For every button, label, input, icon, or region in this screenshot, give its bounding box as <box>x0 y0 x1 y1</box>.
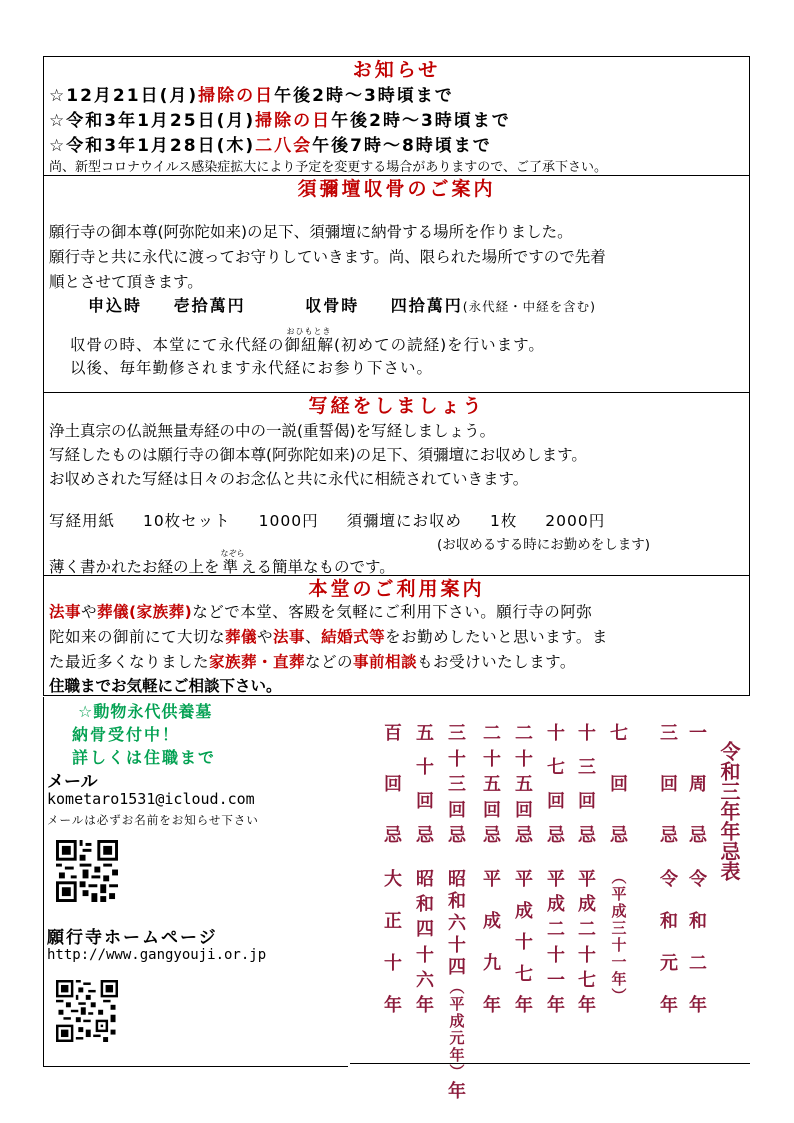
notice-time: 午後7時～8時頃まで <box>312 136 492 156</box>
memorial-year-char: 七 <box>578 969 596 991</box>
memorial-kaiki-char: 回 <box>578 791 596 812</box>
shakyo-para-2: 写経したものは願行寺の御本尊(阿弥陀如来)の足下、須彌壇にお収めします。 <box>49 446 587 464</box>
shumidan-section <box>44 176 749 393</box>
notice-event: 二八会 <box>255 136 313 156</box>
hondo-text: た最近多くなりました <box>49 653 210 671</box>
shumidan-para-2: 願行寺と共に永代に渡ってお守りしていきます。尚、限られた場所ですので先着 <box>49 248 606 266</box>
memorial-year-char: 年 <box>689 995 707 1016</box>
shakyo-para-3: お収めされた写経は日々のお念仏と共に永代に相続されていきます。 <box>49 470 529 488</box>
pet-memorial-status: 納骨受付中！ <box>72 725 181 744</box>
memorial-year-char: 令 <box>689 869 707 890</box>
sougi-text: 葬儀(家族葬) <box>97 603 193 621</box>
shumidan-para-4 <box>70 327 545 355</box>
memorial-year <box>481 869 503 1017</box>
paper-label: 写経用紙 <box>49 512 116 530</box>
mail-address[interactable]: kometaro1531@icloud.com <box>47 790 255 808</box>
memorial-year-char: 十 <box>578 944 596 966</box>
hondo-text: や <box>257 628 274 646</box>
memorial-year-char: 平 <box>547 869 565 890</box>
hondo-text: などで本堂、客殿を気軽にご利用下さい。願行寺の阿弥 <box>192 603 593 621</box>
memorial-year-char: 和 <box>660 911 678 932</box>
memorial-kaiki <box>576 723 598 847</box>
kazokusou-text: 家族葬・直葬 <box>209 653 306 671</box>
memorial-kaiki-char: 回 <box>547 791 565 812</box>
homepage-label: 願行寺ホームページ <box>47 928 218 948</box>
memorial-year-char: 十 <box>515 932 533 953</box>
notice-event: 掃除の日 <box>198 86 275 106</box>
notice-item-3 <box>49 131 492 156</box>
memorial-year-char: 六 <box>448 913 466 934</box>
memorial-year-char: 成 <box>578 894 596 916</box>
shakyo-para-4-pre: 薄く書かれたお経の上を <box>49 558 220 576</box>
memorial-kaiki-char: 十 <box>547 723 565 744</box>
memorial-year-alt-char: 年 <box>611 970 627 988</box>
memorial-year-char: 十 <box>448 935 466 956</box>
fee-collect-value: 四拾萬円 <box>390 296 463 315</box>
shumidan-para-5: 以後、毎年勤修されます永代経にお参り下さい。 <box>70 359 434 377</box>
memorial-year-alt-char: 平 <box>449 995 465 1013</box>
kekkonshiki-text: 結婚式等 <box>321 628 386 646</box>
hondo-line-3 <box>49 650 576 672</box>
memorial-kaiki-char: 五 <box>483 774 501 795</box>
memorial-year-char: 成 <box>547 894 565 916</box>
ohimotoki-base: 御紐解 <box>284 336 335 354</box>
table-bottom-rule <box>350 1063 750 1064</box>
notice-date: 令和3年1月25日(月) <box>66 111 256 131</box>
memorial-year-char: 年 <box>416 994 434 1016</box>
memorial-kaiki-char: 七 <box>547 757 565 778</box>
star-icon: ☆ <box>49 136 67 156</box>
memorial-year-char: 和 <box>689 911 707 932</box>
shakyo-price-row <box>49 509 605 531</box>
memorial-year-alt <box>449 979 464 1081</box>
memorial-kaiki-char: 三 <box>578 757 596 778</box>
shakyo-para-1: 浄土真宗の仏説無量寿経の中の一説(重誓偈)を写経しましょう。 <box>49 422 496 440</box>
hondo-text: や <box>81 603 98 621</box>
notice-item-2 <box>49 106 511 131</box>
memorial-kaiki <box>414 723 436 847</box>
memorial-kaiki <box>513 723 535 847</box>
fee-apply-value: 壱拾萬円 <box>173 296 246 315</box>
memorial-year-char: 十 <box>547 944 565 966</box>
offer-note: (お収めるする時にお勤めをします) <box>437 537 651 553</box>
memorial-year-char: 七 <box>515 963 533 985</box>
star-icon: ☆ <box>49 86 67 106</box>
memorial-year-alt <box>611 869 626 1005</box>
mail-label: メール <box>47 772 98 792</box>
offer-price: 2000円 <box>545 512 606 530</box>
shumidan-para-4-post: (初めての読経)を行います。 <box>334 336 545 354</box>
hondo-text: もお受けいたします。 <box>417 653 576 671</box>
memorial-year-char: 一 <box>547 969 565 991</box>
notice-date: 令和3年1月28日(木) <box>66 136 256 156</box>
memorial-column <box>513 723 535 1017</box>
shumidan-para-4-pre: 収骨の時、本堂にて永代経の <box>70 336 285 354</box>
memorial-year <box>414 869 436 1017</box>
memorial-kaiki-char: 回 <box>515 799 533 821</box>
homepage-url[interactable]: http://www.gangyouji.or.jp <box>47 947 267 963</box>
memorial-year-alt-char: 平 <box>611 885 627 903</box>
memorial-year-char: 成 <box>515 900 533 922</box>
memorial-year <box>513 869 535 1017</box>
hoji-text: 法事 <box>49 603 82 621</box>
memorial-year-char: 昭 <box>448 869 466 890</box>
memorial-year-char: 昭 <box>416 869 434 890</box>
memorial-table-title-text: 令和三年年忌表 <box>717 741 741 881</box>
memorial-year-char: 四 <box>416 919 434 941</box>
memorial-year-alt-char: ︶ <box>611 987 627 1005</box>
shakyo-title: 写経をしましょう <box>308 395 485 417</box>
memorial-year-char: 令 <box>660 869 678 890</box>
memorial-year-char: 四 <box>448 957 466 978</box>
memorial-kaiki-char: 忌 <box>448 825 466 846</box>
memorial-year-alt-char: 三 <box>611 919 627 937</box>
memorial-year-char: 年 <box>515 995 533 1016</box>
shumidan-para-1: 願行寺の御本尊(阿弥陀如来)の足下、須彌壇に納骨する場所を作りました。 <box>49 223 573 241</box>
notice-time: 午後2時～3時頃まで <box>331 111 511 131</box>
memorial-year <box>545 869 567 1017</box>
memorial-year-char: 年 <box>660 995 678 1016</box>
hondo-text: をお勤めしたいと思います。ま <box>385 628 608 646</box>
paper-set: 10枚セット <box>142 512 231 530</box>
memorial-table-title <box>714 741 741 881</box>
ohimotoki-word <box>284 327 335 354</box>
memorial-year-alt-char: 元 <box>449 1029 465 1047</box>
memorial-year-char: 正 <box>384 911 402 932</box>
memorial-year-alt-char: 成 <box>611 902 627 920</box>
memorial-kaiki-char: 回 <box>384 774 402 795</box>
memorial-year-char: 年 <box>483 995 501 1016</box>
memorial-kaiki-char: 五 <box>515 774 533 795</box>
memorial-year-char: 平 <box>483 869 501 890</box>
memorial-column <box>446 723 468 1102</box>
fee-row <box>88 293 596 316</box>
memorial-kaiki-char: 十 <box>578 723 596 744</box>
notice-board <box>43 56 750 696</box>
memorial-year-char: 九 <box>483 953 501 974</box>
memorial-kaiki-char: 回 <box>660 774 678 795</box>
pet-memorial-contact: 詳しくは住職まで <box>72 748 217 767</box>
hondo-text: などの <box>305 653 354 671</box>
notice-date: 12月21日(月) <box>66 86 199 106</box>
memorial-year <box>382 869 404 1017</box>
memorial-year-char: 年 <box>384 995 402 1016</box>
memorial-year-char: 平 <box>578 869 596 890</box>
memorial-kaiki <box>382 723 404 847</box>
memorial-year <box>608 869 630 1017</box>
memorial-kaiki-char: 忌 <box>515 825 533 846</box>
memorial-kaiki-char: 十 <box>448 748 466 770</box>
memorial-year-char: 十 <box>416 944 434 966</box>
notice-title: お知らせ <box>352 59 441 81</box>
memorial-column <box>382 723 404 1017</box>
memorial-kaiki-char: 回 <box>416 791 434 812</box>
shumidan-title: 須彌壇収骨のご案内 <box>297 178 496 200</box>
sougi-text: 葬儀 <box>225 628 258 646</box>
paper-price: 1000円 <box>258 512 319 530</box>
hondo-line-2 <box>49 625 608 647</box>
memorial-kaiki-char: 七 <box>610 723 628 744</box>
jizen-soudan-text: 事前相談 <box>353 653 418 671</box>
memorial-kaiki-char: 回 <box>483 799 501 821</box>
shakyo-para-4-post: える簡単なものです。 <box>241 558 395 576</box>
memorial-year <box>446 869 468 1102</box>
memorial-year-alt-char: 一 <box>611 953 627 971</box>
mail-note: メールは必ずお名前をお知らせ下さい <box>47 813 259 827</box>
memorial-kaiki-char: 三 <box>660 723 678 744</box>
notice-item-1 <box>49 81 454 106</box>
memorial-kaiki-char: 忌 <box>610 825 628 846</box>
hondo-line-1 <box>49 600 592 622</box>
memorial-kaiki-char: 三 <box>448 774 466 795</box>
homepage-qr-code <box>56 980 118 1042</box>
memorial-kaiki-char: 三 <box>448 723 466 744</box>
pet-memorial-title: ☆動物永代供養墓 <box>78 702 213 721</box>
memorial-kaiki-char: 忌 <box>578 825 596 846</box>
memorial-year <box>658 869 680 1017</box>
memorial-year-char: 元 <box>660 953 678 974</box>
memorial-column <box>658 723 680 1017</box>
memorial-kaiki <box>446 723 468 847</box>
memorial-kaiki-char: 二 <box>483 723 501 744</box>
memorial-kaiki-char: 忌 <box>547 825 565 846</box>
hoji-text: 法事 <box>273 628 306 646</box>
offer-label: 須彌壇にお収め <box>346 512 463 530</box>
memorial-year-char: 六 <box>416 969 434 991</box>
memorial-year-alt-char: ︵ <box>449 978 465 996</box>
memorial-year-char: 大 <box>384 869 402 890</box>
memorial-year-alt-char: 年 <box>449 1046 465 1064</box>
memorial-column <box>414 723 436 1017</box>
notice-time: 午後2時～3時頃まで <box>274 86 454 106</box>
memorial-kaiki-char: 周 <box>689 774 707 795</box>
star-icon: ☆ <box>49 111 67 131</box>
memorial-year-char: 十 <box>384 953 402 974</box>
memorial-kaiki-char: 十 <box>416 757 434 778</box>
memorial-year-alt-char: ︶ <box>449 1063 465 1081</box>
memorial-year-char: 平 <box>515 869 533 890</box>
notice-section <box>44 57 749 176</box>
memorial-year-char: 成 <box>483 911 501 932</box>
memorial-kaiki-char: 回 <box>448 799 466 821</box>
memorial-kaiki <box>545 723 567 847</box>
memorial-year <box>576 869 598 1017</box>
notice-event: 掃除の日 <box>255 111 332 131</box>
shumidan-para-3: 順とさせて頂きます。 <box>49 273 203 291</box>
hondo-section <box>44 576 749 697</box>
contact-panel <box>43 697 348 1067</box>
memorial-kaiki-char: 忌 <box>416 825 434 846</box>
hondo-text: 陀如来の御前にて大切な <box>49 628 226 646</box>
fee-collect-note: (永代経・中経を含む) <box>462 299 597 314</box>
memorial-kaiki-char: 忌 <box>483 825 501 846</box>
fee-apply-label: 申込時 <box>88 296 143 315</box>
nazoru-word <box>220 549 245 576</box>
memorial-kaiki <box>687 723 709 847</box>
memorial-column <box>545 723 567 1017</box>
memorial-year-char: 二 <box>578 919 596 941</box>
memorial-year-char: 年 <box>448 1081 466 1102</box>
memorial-year-char: 和 <box>416 894 434 916</box>
memorial-year-char: 二 <box>689 953 707 974</box>
memorial-column <box>687 723 709 1017</box>
memorial-kaiki-char: 忌 <box>689 825 707 846</box>
memorial-kaiki <box>658 723 680 847</box>
nazoru-base: 準 <box>222 558 239 576</box>
memorial-year-char: 二 <box>547 919 565 941</box>
memorial-kaiki-char: 十 <box>515 748 533 770</box>
hondo-title: 本堂のご利用案内 <box>308 578 485 600</box>
memorial-year-table <box>350 697 750 1102</box>
memorial-kaiki-char: 忌 <box>660 825 678 846</box>
memorial-kaiki-char: 回 <box>610 774 628 795</box>
memorial-year-char: 年 <box>578 994 596 1016</box>
memorial-column <box>576 723 598 1017</box>
memorial-column <box>608 723 630 1017</box>
notice-note: 尚、新型コロナウイルス感染症拡大により予定を変更する場合がありますので、ご了承下さい。 <box>49 160 607 175</box>
ohimotoki-ruby: おひもとき <box>286 327 332 336</box>
fee-collect-label: 収骨時 <box>305 296 360 315</box>
memorial-kaiki <box>608 723 630 847</box>
memorial-year-char: 和 <box>448 891 466 912</box>
mail-qr-code <box>56 840 118 902</box>
offer-qty: 1枚 <box>489 512 518 530</box>
memorial-kaiki-char: 二 <box>515 723 533 744</box>
memorial-column <box>481 723 503 1017</box>
shakyo-para-4 <box>49 549 395 577</box>
memorial-year-alt-char: 十 <box>611 936 627 954</box>
memorial-kaiki-char: 百 <box>384 723 402 744</box>
memorial-year-alt-char: ︵ <box>611 868 627 886</box>
memorial-kaiki-char: 忌 <box>384 825 402 846</box>
memorial-kaiki-char: 一 <box>689 723 707 744</box>
memorial-kaiki <box>481 723 503 847</box>
hondo-line-4: 住職までお気軽にご相談下さい。 <box>49 677 282 695</box>
shakyo-section <box>44 393 749 576</box>
memorial-kaiki-char: 五 <box>416 723 434 744</box>
hondo-text: 、 <box>305 628 322 646</box>
memorial-year-alt-char: 成 <box>449 1012 465 1030</box>
memorial-year-char: 年 <box>547 994 565 1016</box>
memorial-kaiki-char: 十 <box>483 748 501 770</box>
nazoru-ruby: なぞら <box>220 549 245 558</box>
memorial-year <box>687 869 709 1017</box>
